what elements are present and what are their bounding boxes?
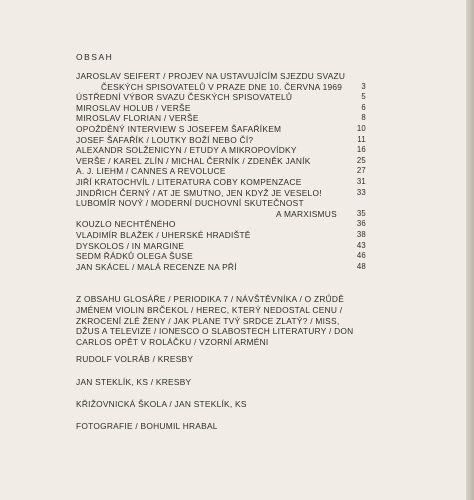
toc-entry: A. J. LIEHM / CANNES A REVOLUCE 27	[76, 166, 366, 177]
glossary-line: DŽUS A TELEVIZE / IONESCO O SLABOSTECH LITERATURY / DON	[76, 326, 354, 337]
toc-entry: MIROSLAV HOLUB / VERŠE 6	[76, 102, 366, 113]
table-of-contents	[76, 71, 366, 272]
toc-entry: DYSKOLOS / IN MARGINE 43	[76, 240, 366, 251]
toc-entry: ALEXANDR SOLŽENICYN / ETUDY A MIKROPOVÍDKY 16	[76, 145, 366, 156]
page-edge	[466, 0, 474, 500]
toc-entry: ÚSTŘEDNÍ VÝBOR SVAZU ČESKÝCH SPISOVATELŮ 5	[76, 92, 366, 103]
toc-entry: JINDŘICH ČERNÝ / AT JE SMUTNO, JEN KDYŽ JE VESELO! 33	[76, 187, 366, 198]
toc-entry: JIŘÍ KRATOCHVÍL / LITERATURA COBY KOMPENZACE 31	[76, 176, 366, 187]
credit-line: FOTOGRAFIE / BOHUMIL HRABAL	[76, 421, 218, 431]
toc-entry: JAN SKÁCEL / MALÁ RECENZE NA PŘÍ 48	[76, 261, 366, 272]
credit-line: JAN STEKLÍK, KS / KRESBY	[76, 377, 192, 387]
glossary-line: ZKROCENÍ ZLÉ ŽENY / JAK PLANE TVÝ SRDCE ZLATÝ? / MISS,	[76, 315, 340, 326]
toc-entry: VERŠE / KAREL ZLÍN / MICHAL ČERNÍK / ZDENĚK JANÍK 25	[76, 155, 366, 166]
toc-entry: KOUZLO NECHTĚNÉHO 36	[76, 219, 366, 230]
toc-entry: MIROSLAV FLORIAN / VERŠE 8	[76, 113, 366, 124]
contents-heading: OBSAH	[76, 52, 114, 62]
glossary-line: CARLOS OPĚT V ROLÁČKU / VZORNÍ ARMÉNI	[76, 337, 269, 348]
glossary-paragraph	[76, 294, 376, 348]
toc-entry: JOSEF ŠAFAŘÍK / LOUTKY BOŽÍ NEBO ČÍ? 11	[76, 134, 366, 145]
toc-entry: A MARXISMUS 35	[276, 208, 366, 219]
credit-line: RUDOLF VOLRÁB / KRESBY	[76, 354, 194, 364]
toc-entry: VLADIMÍR BLAŽEK / UHERSKÉ HRADIŠTĚ 38	[76, 229, 366, 240]
glossary-line: Z OBSAHU GLOSÁŘE / PERIODIKA 7 / NÁVŠTĚVNÍKA / O ZRŮDĚ	[76, 294, 345, 304]
toc-entry: ČESKÝCH SPISOVATELŮ V PRAZE DNE 10. ČERVNA 1969 3	[101, 81, 366, 92]
toc-entry: SEDM ŘÁDKŮ OLEGA ŠUSE 46	[76, 251, 366, 262]
glossary-line: JMÉNEM VIOLIN BRČEKOL / HEREC, KTERÝ NEDOSTAL CENU /	[76, 304, 343, 315]
toc-entry: OPOŽDĚNÝ INTERVIEW S JOSEFEM ŠAFAŘÍKEM 10	[76, 123, 366, 134]
credit-line: KŘIŽOVNICKÁ ŠKOLA / JAN STEKLÍK, KS	[76, 399, 247, 409]
toc-entry: LUBOMÍR NOVÝ / MODERNÍ DUCHOVNÍ SKUTEČNOST	[76, 198, 304, 209]
toc-entry: JAROSLAV SEIFERT / PROJEV NA USTAVUJÍCÍM SJEZDU SVAZU	[76, 71, 346, 81]
